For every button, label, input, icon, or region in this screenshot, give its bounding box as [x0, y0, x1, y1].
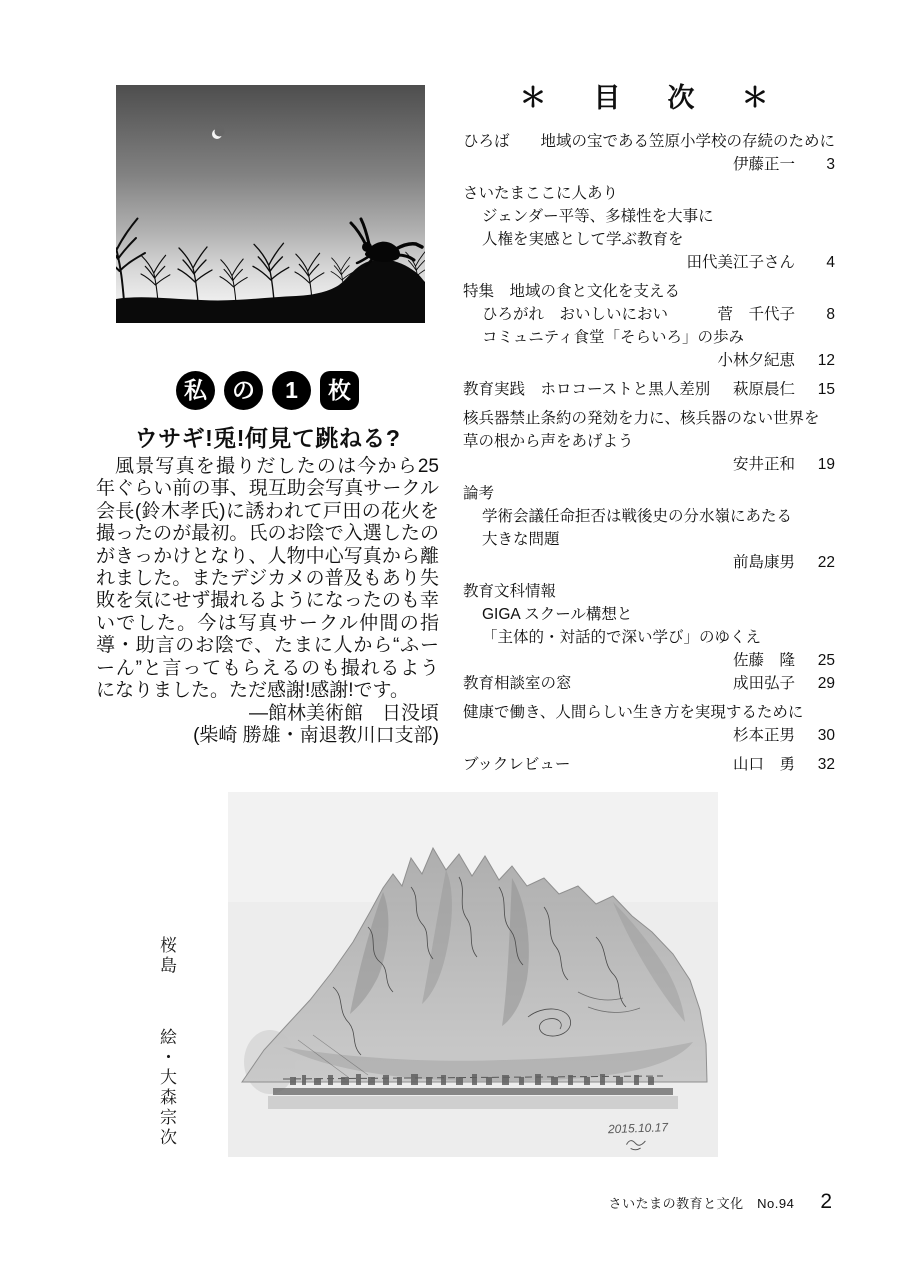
toc-entry [463, 701, 835, 724]
toc-entry-title: 「主体的・対話的で深い学び」のゆくえ [482, 629, 762, 646]
sakurajima-painting [228, 792, 718, 1157]
rabbit-sunset-photo-art [116, 85, 425, 323]
toc-entry [463, 603, 835, 626]
my-photo-badge [96, 371, 439, 410]
toc-entry-author: 菅 千代子 [717, 306, 795, 323]
toc-entry-page: 29 [817, 675, 835, 692]
toc-entry [463, 453, 835, 476]
rabbit-sunset-photo [116, 85, 425, 323]
essay-attribution-place: ―館林美術館 日没頃 [248, 703, 439, 724]
painting-caption-title: 桜島 [157, 936, 176, 976]
toc-entry-author: 杉本正男 [732, 727, 795, 744]
footer-page-number: 2 [820, 1190, 832, 1213]
toc-entry [463, 303, 835, 326]
toc-entry-title: ひろば 地域の宝である笠原小学校の存続のために [463, 133, 836, 150]
toc-entry [463, 326, 835, 349]
toc-entry [463, 626, 835, 649]
toc-entry [463, 505, 835, 528]
toc-entry-author: 前島康男 [732, 554, 795, 571]
essay-attribution-credit: (柴崎 勝雄・南退教川口支部) [193, 725, 439, 747]
toc-entry [463, 672, 835, 695]
toc-entry-page: 30 [817, 727, 835, 744]
toc-entry-author: 萩原晨仁 [732, 381, 795, 398]
table-of-contents [463, 76, 835, 776]
toc-entry-title: コミュニティ食堂「そらいろ」の歩み [482, 329, 744, 346]
essay-body: 風景写真を撮りだしたのは今から25年ぐらい前の事、現互助会写真サークル会長(鈴木孝氏)に誘われて戸田の花火を撮ったのが最初。氏のお陰で入選したのがきっかけとなり、人物中心写真から離れました。またデジカメの普及もあり失敗を気にせず撮れるようになったのも幸いでした。今は写真サークル仲間の指導・助言のお陰で、たまに人から“ふーーん”と言ってもらえるのも撮れるようになりました。ただ感謝!感謝!です。 [96, 456, 439, 702]
toc-entry [463, 528, 835, 551]
toc-entry-title: ブックレビュー [463, 756, 571, 773]
toc-entry-page: 22 [817, 554, 835, 571]
toc-entry-title: 健康で働き、人間らしい生き方を実現するために [463, 704, 804, 721]
toc-entry-title: 教育実践 ホロコーストと黒人差別 [463, 381, 711, 398]
badge-char-4: 枚 [320, 371, 359, 410]
toc-entry-title: ジェンダー平等、多様性を大事に [482, 208, 714, 225]
toc-entry-page: 19 [817, 456, 835, 473]
toc-entry-author: 安井正和 [732, 456, 795, 473]
painting-caption-credit: 絵・大森宗次 [157, 1028, 176, 1148]
toc-entry-author: 伊藤正一 [732, 156, 795, 173]
page-footer [400, 1190, 832, 1214]
toc-entry [463, 251, 835, 274]
town-at-base [268, 1074, 678, 1109]
toc-entry [463, 182, 835, 205]
toc-entry-author: 小林夕紀恵 [717, 352, 795, 369]
essay-heading: ウサギ!兎!何見て跳ねる? [134, 425, 401, 451]
toc-entry-title: 学術会議任命拒否は戦後史の分水嶺にあたる [482, 508, 793, 525]
toc-entry-author: 田代美江子さん [686, 254, 795, 271]
toc-entry-author: 山口 勇 [732, 756, 795, 773]
toc-entry-title: GIGA スクール構想と [482, 606, 633, 623]
footer-magazine-label: さいたまの教育と文化 No.94 [608, 1196, 795, 1211]
toc-entry [463, 724, 835, 747]
painting-caption [154, 936, 179, 1168]
toc-entry [463, 407, 835, 430]
toc-entry-page: 4 [826, 254, 835, 271]
toc-entry [463, 205, 835, 228]
badge-char-2: の [224, 371, 263, 410]
toc-entry-title: 核兵器禁止条約の発効を力に、核兵器のない世界を [463, 410, 820, 427]
toc-entry-page: 15 [817, 381, 835, 398]
toc-entry-title: さいたまここに人あり [463, 185, 619, 202]
toc-entry-page: 3 [826, 156, 835, 173]
toc-entry [463, 349, 835, 372]
toc-entry [463, 551, 835, 574]
toc-entry [463, 130, 835, 153]
sakurajima-painting-art [228, 792, 718, 1157]
toc-entry-title: 論考 [463, 485, 495, 502]
toc-entry [463, 580, 835, 603]
toc-entry-title: 大きな問題 [482, 531, 560, 548]
toc-entry-title: 草の根から声をあげよう [463, 433, 634, 450]
toc-entry-page: 25 [817, 652, 835, 669]
toc-entry-author: 佐藤 隆 [732, 652, 795, 669]
toc-entry [463, 153, 835, 176]
toc-list [463, 130, 835, 776]
toc-entry-title: 教育相談室の窓 [463, 675, 572, 692]
badge-char-3: 1 [272, 371, 311, 410]
toc-entry [463, 280, 835, 303]
toc-entry [463, 482, 835, 505]
toc-entry [463, 430, 835, 453]
toc-entry-title: 教育文科情報 [463, 583, 557, 600]
toc-entry [463, 753, 835, 776]
toc-entry-page: 12 [817, 352, 835, 369]
toc-entry [463, 228, 835, 251]
essay-attribution [96, 703, 439, 748]
badge-char-1: 私 [176, 371, 215, 410]
toc-entry-title: ひろがれ おいしいにおい [482, 306, 669, 323]
toc-entry-title: 特集 地域の食と文化を支える [463, 283, 681, 300]
toc-entry [463, 649, 835, 672]
toc-entry-page: 8 [826, 306, 835, 323]
toc-entry-page: 32 [817, 756, 835, 773]
toc-entry-author: 成田弘子 [732, 675, 795, 692]
toc-title: ＊ 目 次 ＊ [519, 83, 779, 113]
signature-date: 2015.10.17 [607, 1120, 669, 1137]
toc-entry-title: 人権を実感として学ぶ教育を [482, 231, 684, 248]
toc-entry [463, 378, 835, 401]
